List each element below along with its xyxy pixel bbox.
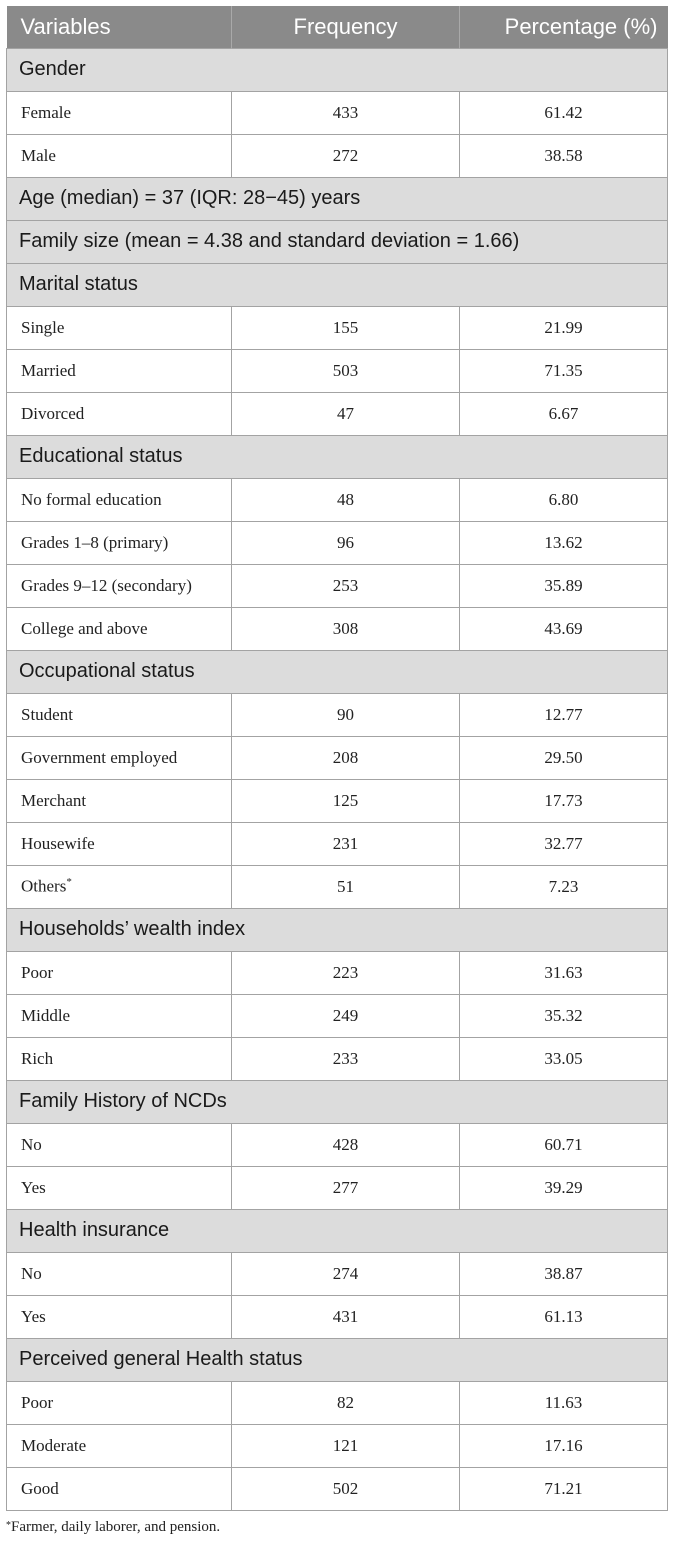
section-row <box>7 435 668 478</box>
row-label-cell <box>7 1381 232 1424</box>
table-row <box>7 306 668 349</box>
row-label-cell <box>7 736 232 779</box>
table-row <box>7 822 668 865</box>
percentage-cell: 35.89 <box>460 564 668 607</box>
header-row <box>7 6 668 48</box>
table-row <box>7 134 668 177</box>
section-row <box>7 48 668 91</box>
table-row <box>7 1252 668 1295</box>
section-row <box>7 908 668 951</box>
frequency-cell: 428 <box>232 1123 460 1166</box>
percentage-cell: 33.05 <box>460 1037 668 1080</box>
table-row <box>7 1467 668 1510</box>
footnote-marker: * <box>6 1520 11 1531</box>
section-label: Gender <box>7 48 668 91</box>
table-row <box>7 607 668 650</box>
table-header <box>7 6 668 48</box>
section-label: Households’ wealth index <box>7 908 668 951</box>
frequency-cell: 121 <box>232 1424 460 1467</box>
frequency-cell: 96 <box>232 521 460 564</box>
row-label-cell <box>7 822 232 865</box>
row-label: Middle <box>21 1005 71 1025</box>
row-label: Poor <box>21 1392 54 1412</box>
frequency-cell: 274 <box>232 1252 460 1295</box>
table-row <box>7 1037 668 1080</box>
table-row <box>7 564 668 607</box>
section-row <box>7 177 668 220</box>
row-label-cell <box>7 951 232 994</box>
percentage-cell: 12.77 <box>460 693 668 736</box>
percentage-cell: 31.63 <box>460 951 668 994</box>
frequency-cell: 277 <box>232 1166 460 1209</box>
row-label: Merchant <box>21 790 87 810</box>
row-label-cell <box>7 1424 232 1467</box>
table-row <box>7 1123 668 1166</box>
row-label-cell <box>7 564 232 607</box>
row-label-cell <box>7 1252 232 1295</box>
row-label: No <box>21 1263 42 1283</box>
row-label: Housewife <box>21 833 95 853</box>
row-label: No formal education <box>21 489 162 509</box>
table-row <box>7 994 668 1037</box>
table-row <box>7 736 668 779</box>
section-row <box>7 220 668 263</box>
row-label-cell <box>7 1037 232 1080</box>
frequency-cell: 51 <box>232 865 460 908</box>
frequency-cell: 47 <box>232 392 460 435</box>
row-label: Grades 9–12 (secondary) <box>21 575 192 595</box>
frequency-cell: 208 <box>232 736 460 779</box>
table-row <box>7 392 668 435</box>
row-label-cell <box>7 779 232 822</box>
table-row <box>7 521 668 564</box>
row-label-cell <box>7 349 232 392</box>
table-row <box>7 1424 668 1467</box>
row-label: Rich <box>21 1048 54 1068</box>
section-label: Health insurance <box>7 1209 668 1252</box>
row-label-cell <box>7 1467 232 1510</box>
percentage-cell: 13.62 <box>460 521 668 564</box>
row-label: Male <box>21 145 56 165</box>
section-label: Family History of NCDs <box>7 1080 668 1123</box>
percentage-cell: 29.50 <box>460 736 668 779</box>
percentage-cell: 6.67 <box>460 392 668 435</box>
row-label: Others <box>21 876 67 896</box>
percentage-cell: 60.71 <box>460 1123 668 1166</box>
row-label: Moderate <box>21 1435 87 1455</box>
percentage-cell: 7.23 <box>460 865 668 908</box>
percentage-cell: 71.21 <box>460 1467 668 1510</box>
percentage-cell: 38.58 <box>460 134 668 177</box>
percentage-cell: 21.99 <box>460 306 668 349</box>
row-label-cell <box>7 1295 232 1338</box>
frequency-cell: 308 <box>232 607 460 650</box>
row-label: Yes <box>21 1177 46 1197</box>
row-label-cell <box>7 91 232 134</box>
row-label: Grades 1–8 (primary) <box>21 532 169 552</box>
frequency-cell: 223 <box>232 951 460 994</box>
percentage-cell: 61.42 <box>460 91 668 134</box>
percentage-cell: 38.87 <box>460 1252 668 1295</box>
footnote-text: Farmer, daily laborer, and pension. <box>11 1519 221 1535</box>
frequency-cell: 125 <box>232 779 460 822</box>
frequency-cell: 48 <box>232 478 460 521</box>
row-label: Student <box>21 704 73 724</box>
percentage-cell: 71.35 <box>460 349 668 392</box>
section-row <box>7 263 668 306</box>
frequency-cell: 503 <box>232 349 460 392</box>
row-label: Single <box>21 317 65 337</box>
section-label: Age (median) = 37 (IQR: 28−45) years <box>7 177 668 220</box>
section-row <box>7 650 668 693</box>
percentage-cell: 61.13 <box>460 1295 668 1338</box>
row-label-cell <box>7 1123 232 1166</box>
percentage-cell: 11.63 <box>460 1381 668 1424</box>
section-label: Educational status <box>7 435 668 478</box>
frequency-cell: 431 <box>232 1295 460 1338</box>
row-label-cell <box>7 521 232 564</box>
row-label: Good <box>21 1478 59 1498</box>
percentage-cell: 32.77 <box>460 822 668 865</box>
table-row <box>7 779 668 822</box>
frequency-cell: 433 <box>232 91 460 134</box>
section-row <box>7 1338 668 1381</box>
frequency-cell: 502 <box>232 1467 460 1510</box>
frequency-cell: 233 <box>232 1037 460 1080</box>
section-row <box>7 1209 668 1252</box>
section-label: Occupational status <box>7 650 668 693</box>
row-label-cell <box>7 392 232 435</box>
row-label: Government employed <box>21 747 178 767</box>
row-label-cell <box>7 693 232 736</box>
frequency-cell: 253 <box>232 564 460 607</box>
row-footnote-marker: * <box>66 876 72 889</box>
table-row <box>7 693 668 736</box>
percentage-cell: 43.69 <box>460 607 668 650</box>
row-label: Yes <box>21 1306 46 1326</box>
frequency-cell: 82 <box>232 1381 460 1424</box>
table-row <box>7 1295 668 1338</box>
table-row <box>7 865 668 908</box>
header-percentage: Percentage (%) <box>460 6 668 48</box>
percentage-cell: 6.80 <box>460 478 668 521</box>
row-label-cell <box>7 478 232 521</box>
percentage-cell: 35.32 <box>460 994 668 1037</box>
row-label-cell <box>7 865 232 908</box>
percentage-cell: 17.16 <box>460 1424 668 1467</box>
percentage-cell: 17.73 <box>460 779 668 822</box>
percentage-cell: 39.29 <box>460 1166 668 1209</box>
table-row <box>7 478 668 521</box>
section-row <box>7 1080 668 1123</box>
row-label: Married <box>21 360 76 380</box>
frequency-cell: 249 <box>232 994 460 1037</box>
frequency-cell: 155 <box>232 306 460 349</box>
row-label: College and above <box>21 618 148 638</box>
header-variables: Variables <box>7 6 232 48</box>
table-row <box>7 91 668 134</box>
demographics-table <box>6 6 668 1511</box>
table-row <box>7 349 668 392</box>
row-label: Divorced <box>21 403 85 423</box>
row-label-cell <box>7 1166 232 1209</box>
row-label: Poor <box>21 962 54 982</box>
row-label-cell <box>7 306 232 349</box>
table-row <box>7 1166 668 1209</box>
table-body <box>7 48 668 1510</box>
section-label: Family size (mean = 4.38 and standard deviation = 1.66) <box>7 220 668 263</box>
header-frequency: Frequency <box>232 6 460 48</box>
row-label-cell <box>7 994 232 1037</box>
section-label: Perceived general Health status <box>7 1338 668 1381</box>
table-footnote <box>6 1519 220 1536</box>
row-label: No <box>21 1134 42 1154</box>
frequency-cell: 231 <box>232 822 460 865</box>
row-label-cell <box>7 607 232 650</box>
section-label: Marital status <box>7 263 668 306</box>
table-row <box>7 1381 668 1424</box>
frequency-cell: 272 <box>232 134 460 177</box>
row-label: Female <box>21 102 72 122</box>
table-row <box>7 951 668 994</box>
row-label-cell <box>7 134 232 177</box>
frequency-cell: 90 <box>232 693 460 736</box>
